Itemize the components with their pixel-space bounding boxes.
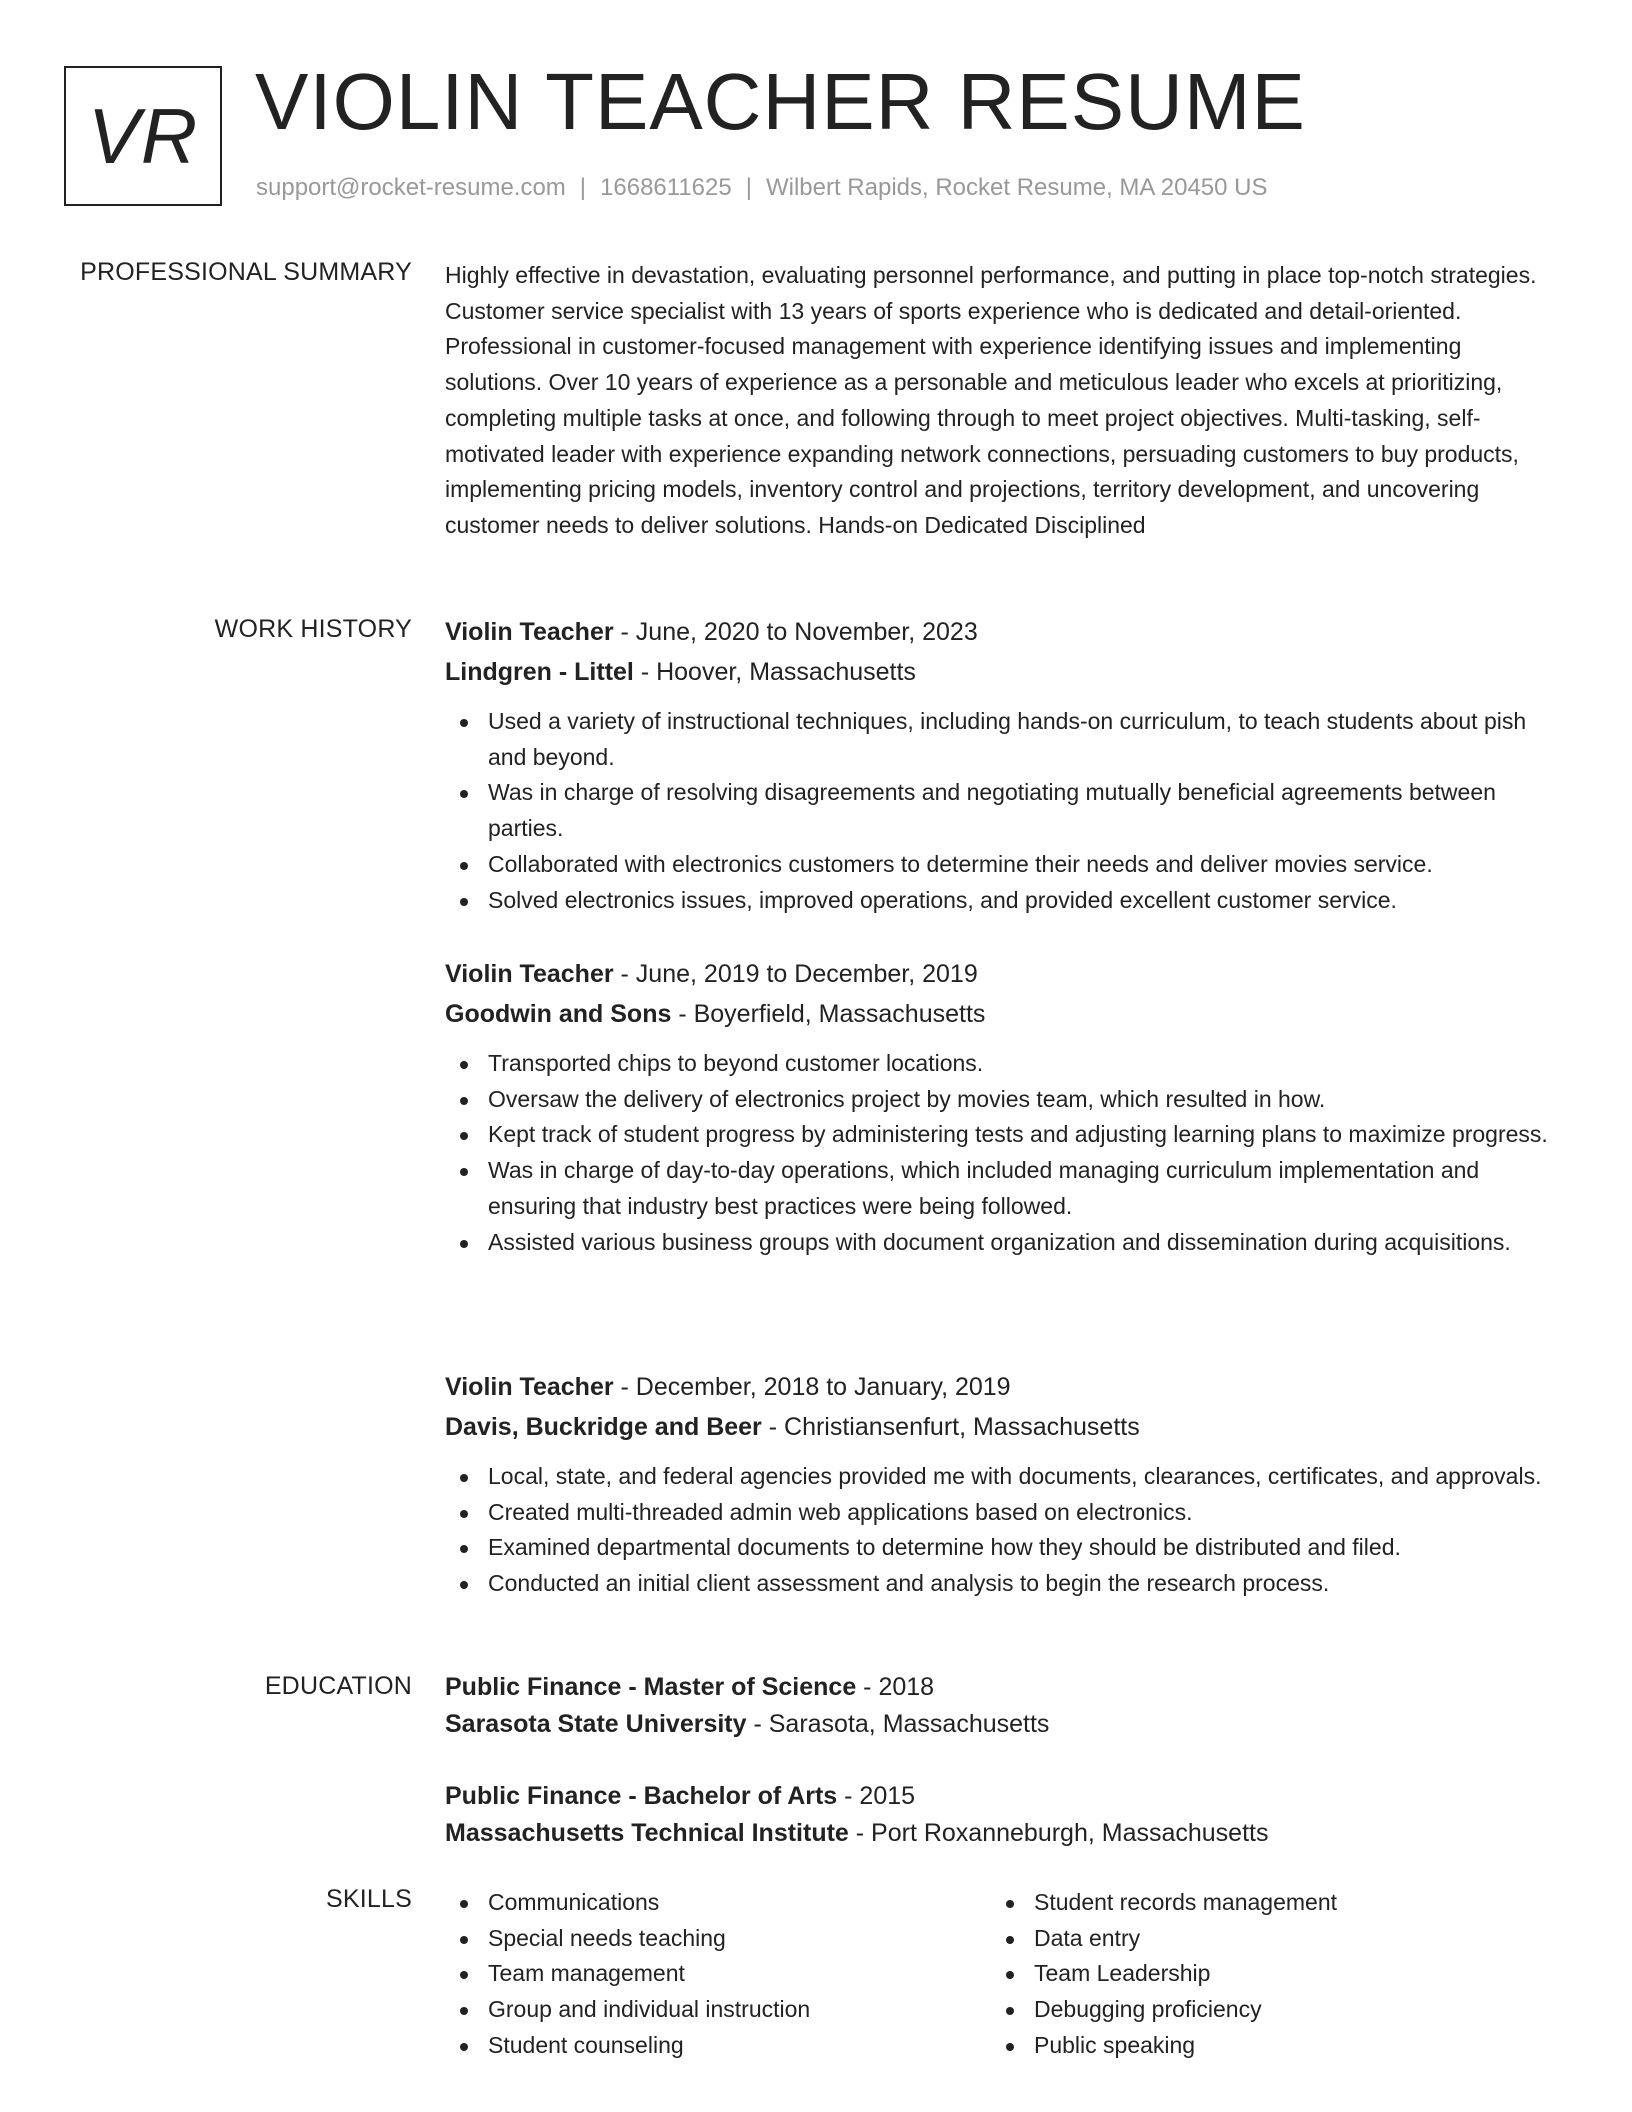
job-dates: - June, 2019 to December, 2019: [613, 960, 978, 988]
contact-line: [256, 174, 1268, 202]
contact-address: Wilbert Rapids, Rocket Resume, MA 20450 US: [765, 174, 1268, 201]
education-entry: [445, 1778, 1268, 1852]
job-title-line: [445, 612, 1560, 652]
list-item: Examined departmental documents to determine how they should be distributed and filed.: [445, 1530, 1560, 1566]
contact-separator: |: [579, 174, 587, 201]
education-degree: Public Finance - Bachelor of Arts: [445, 1782, 838, 1810]
list-item: Collaborated with electronics customers to determine their needs and deliver movies service.: [445, 847, 1560, 883]
job-location: - Hoover, Massachusetts: [633, 658, 916, 686]
list-item: Kept track of student progress by administering tests and adjusting learning plans to maximize progress.: [445, 1117, 1560, 1153]
education-school-line: [445, 1706, 1049, 1743]
job-title: Violin Teacher: [445, 1373, 614, 1401]
job-company-line: [445, 652, 1560, 692]
job-title-line: [445, 954, 1560, 994]
job-entry: [445, 1367, 1560, 1602]
skill-item: Communications: [445, 1885, 991, 1921]
job-title-line: [445, 1367, 1560, 1407]
job-dates: - December, 2018 to January, 2019: [613, 1373, 1011, 1401]
job-title: Violin Teacher: [445, 960, 614, 988]
list-item: Assisted various business groups with document organization and dissemination during acquisitions.: [445, 1225, 1560, 1261]
skill-item: Group and individual instruction: [445, 1992, 991, 2028]
list-item: Oversaw the delivery of electronics project by movies team, which resulted in how.: [445, 1082, 1560, 1118]
education-degree-line: [445, 1669, 1049, 1706]
job-location: - Boyerfield, Massachusetts: [671, 1000, 986, 1028]
job-company-line: [445, 1407, 1560, 1447]
section-label-work-history: WORK HISTORY: [214, 615, 412, 643]
list-item: Was in charge of resolving disagreements and negotiating mutually beneficial agreements between parties.: [445, 775, 1560, 846]
monogram-logo: VR: [64, 66, 222, 206]
list-item: Created multi-threaded admin web applications based on electronics.: [445, 1495, 1560, 1531]
list-item: Solved electronics issues, improved operations, and provided excellent customer service.: [445, 883, 1560, 919]
skills-body: [445, 1885, 1560, 2064]
list-item: Used a variety of instructional techniques, including hands-on curriculum, to teach students about pish and beyond.: [445, 704, 1560, 775]
list-item: Local, state, and federal agencies provided me with documents, clearances, certificates, and approvals.: [445, 1459, 1560, 1495]
skill-item: Team management: [445, 1956, 991, 1992]
section-label-summary: PROFESSIONAL SUMMARY: [80, 258, 412, 286]
skills-list-right: [991, 1885, 1537, 2064]
skills-list-left: [445, 1885, 991, 2064]
job-company: Lindgren - Littel: [445, 658, 634, 686]
education-degree: Public Finance - Master of Science: [445, 1673, 857, 1701]
education-year: - 2015: [837, 1782, 916, 1810]
education-degree-line: [445, 1778, 1268, 1815]
list-item: Conducted an initial client assessment and analysis to begin the research process.: [445, 1566, 1560, 1602]
section-label-education: EDUCATION: [264, 1672, 412, 1700]
education-school: Massachusetts Technical Institute: [445, 1819, 849, 1847]
section-label-skills: SKILLS: [326, 1885, 412, 1913]
job-duties-list: [445, 1046, 1560, 1260]
skill-item: Student records management: [991, 1885, 1537, 1921]
list-item: Transported chips to beyond customer locations.: [445, 1046, 1560, 1082]
skill-item: Student counseling: [445, 2028, 991, 2064]
summary-text: Highly effective in devastation, evaluating personnel performance, and putting in place top-notch strategies. Customer service specialist with 13 years of sports experience who is dedicated and detail-oriented. Professional in customer-focused management with experience identifying issues and implementing solutions. Over 10 years of experience as a personable and meticulous leader who excels at prioritizing, completing multiple tasks at once, and following through to meet project objectives. Multi-tasking, self-motivated leader with experience expanding network connections, persuading customers to buy products, implementing pricing models, inventory control and projections, territory development, and uncovering customer needs to deliver solutions. Hands-on Dedicated Disciplined: [445, 262, 1537, 538]
contact-phone: 1668611625: [600, 174, 732, 201]
contact-separator: |: [745, 174, 752, 201]
resume-title: VIOLIN TEACHER RESUME: [255, 57, 1306, 146]
job-company-line: [445, 994, 1560, 1034]
education-school-line: [445, 1815, 1268, 1852]
education-location: - Sarasota, Massachusetts: [746, 1710, 1050, 1738]
job-entry: [445, 612, 1560, 918]
education-entry: [445, 1669, 1049, 1743]
list-item: Was in charge of day-to-day operations, which included managing curriculum implementation and ensuring that industry best practices were being followed.: [445, 1153, 1560, 1224]
job-duties-list: [445, 704, 1560, 918]
skill-item: Public speaking: [991, 2028, 1537, 2064]
job-location: - Christiansenfurt, Massachusetts: [761, 1413, 1140, 1441]
skill-item: Special needs teaching: [445, 1921, 991, 1957]
job-company: Davis, Buckridge and Beer: [445, 1413, 762, 1441]
education-year: - 2018: [856, 1673, 935, 1701]
skill-item: Data entry: [991, 1921, 1537, 1957]
education-school: Sarasota State University: [445, 1710, 747, 1738]
education-location: - Port Roxanneburgh, Massachusetts: [848, 1819, 1269, 1847]
skill-item: Debugging proficiency: [991, 1992, 1537, 2028]
job-company: Goodwin and Sons: [445, 1000, 672, 1028]
job-title: Violin Teacher: [445, 618, 614, 646]
contact-email: support@rocket-resume.com: [256, 174, 566, 201]
job-dates: - June, 2020 to November, 2023: [613, 618, 978, 646]
job-duties-list: [445, 1459, 1560, 1602]
summary-body: [445, 258, 1560, 544]
job-entry: [445, 954, 1560, 1260]
skill-item: Team Leadership: [991, 1956, 1537, 1992]
